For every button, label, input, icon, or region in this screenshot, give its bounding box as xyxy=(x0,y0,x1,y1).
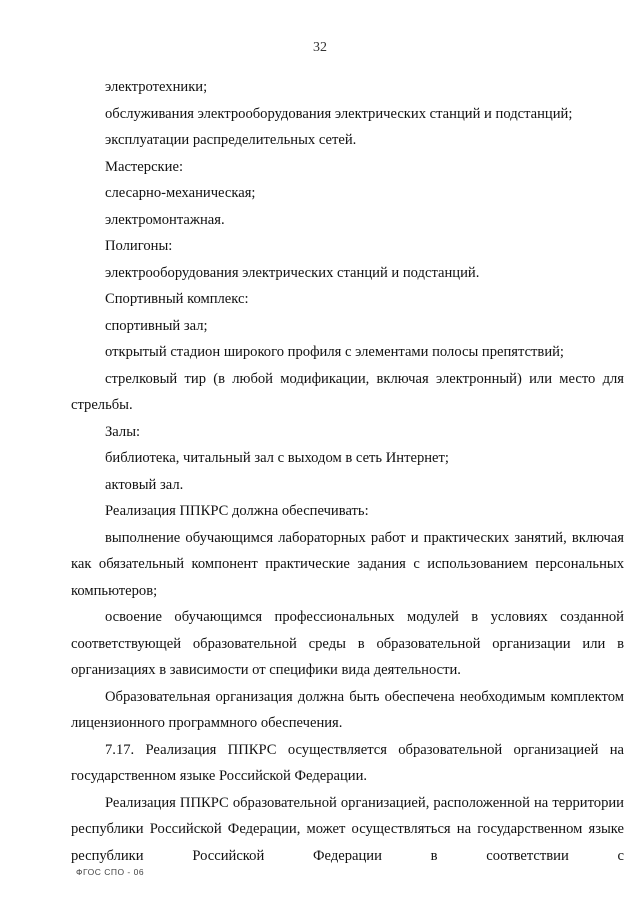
paragraph: освоение обучающимся профессиональных модулей в условиях созданной соответствующей образовательной среды в образовательной организации или в организациях в зависимости от специфики вида деятельности. xyxy=(71,609,624,678)
paragraph: Реализация ППКРС должна обеспечивать: xyxy=(105,503,369,519)
list-item: электромонтажная. xyxy=(105,211,225,228)
paragraph: 7.17. Реализация ППКРС осуществляется образовательной организацией на государственном языке Российской Федерации. xyxy=(71,741,624,784)
list-item: открытый стадион широкого профиля с элементами полосы препятствий; xyxy=(105,344,564,360)
page-number: 32 xyxy=(313,40,327,55)
footer-label: ФГОС СПО - 06 xyxy=(76,867,145,877)
list-item: актовый зал. xyxy=(105,476,184,493)
list-item: спортивный зал; xyxy=(105,317,208,334)
list-item: библиотека, читальный зал с выходом в сеть Интернет; xyxy=(105,450,449,466)
list-item: электрооборудования электрических станций и подстанций. xyxy=(105,264,480,281)
paragraph: Образовательная организация должна быть обеспечена необходимым комплектом лицензионного программного обеспечения. xyxy=(71,688,624,731)
list-item: обслуживания электрооборудования электрических станций и подстанций; xyxy=(105,105,573,122)
list-item: эксплуатации распределительных сетей. xyxy=(105,132,357,148)
list-item: электротехники; xyxy=(105,79,208,95)
section-heading: Мастерские: xyxy=(105,158,183,175)
section-heading: Полигоны: xyxy=(105,238,173,254)
section-heading: Спортивный комплекс: xyxy=(105,291,249,307)
list-item: слесарно-механическая; xyxy=(105,185,256,201)
list-item: стрелковый тир (в любой модификации, включая электронный) или место для стрельбы. xyxy=(71,370,624,413)
section-heading: Залы: xyxy=(105,423,141,440)
paragraph: выполнение обучающимся лабораторных работ и практических занятий, включая как обязательный компонент практические задания с использованием персональных компьютеров; xyxy=(71,529,624,599)
paragraph: Реализация ППКРС образовательной организацией, расположенной на территории республики Российской Федерации, может осуществляться на государственном языке республики Российской Федерации в соответствии с xyxy=(71,794,624,864)
document-body xyxy=(71,74,624,869)
